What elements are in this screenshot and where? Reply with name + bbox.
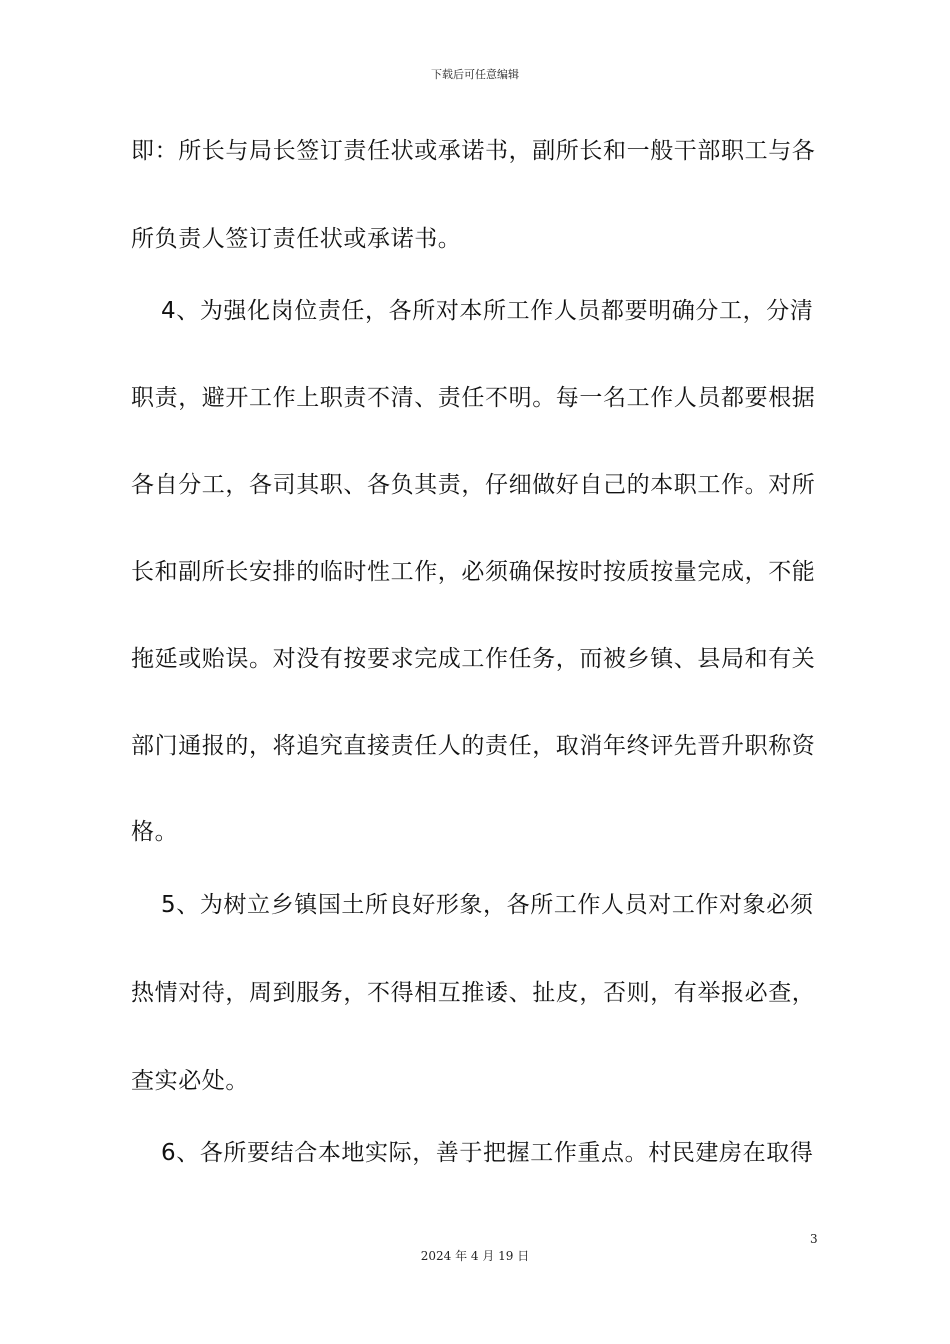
footer-date: 2024 年 4 月 19 日	[420, 1249, 530, 1263]
text-line: 查实必处。	[131, 1068, 249, 1094]
text-line: 长和副所长安排的临时性工作，必须确保按时按质按量完成，不能	[131, 559, 816, 585]
text-line: 所负责人签订责任状或承诺书。	[131, 226, 462, 252]
paragraph-4-start: 4、为强化岗位责任，各所对本所工作人员都要明确分工，分清	[161, 298, 814, 324]
paragraph-5-start: 5、为树立乡镇国土所良好形象，各所工作人员对工作对象必须	[161, 892, 814, 918]
paragraph-6-start: 6、各所要结合本地实际，善于把握工作重点。村民建房在取得	[161, 1140, 814, 1166]
page-number: 3	[810, 1232, 818, 1246]
text-line: 即：所长与局长签订责任状或承诺书，副所长和一般干部职工与各	[131, 138, 816, 164]
text-line: 各自分工，各司其职、各负其责，仔细做好自己的本职工作。对所	[131, 472, 816, 498]
text-line: 职责，避开工作上职责不清、责任不明。每一名工作人员都要根据	[131, 385, 816, 411]
text-line: 热情对待，周到服务，不得相互推诿、扯皮，否则，有举报必查，	[131, 980, 816, 1006]
page-header: 下载后可任意编辑	[431, 68, 519, 81]
text-line: 部门通报的，将追究直接责任人的责任，取消年终评先晋升职称资	[131, 733, 816, 759]
text-line: 格。	[131, 819, 179, 845]
text-line: 拖延或贻误。对没有按要求完成工作任务，而被乡镇、县局和有关	[131, 646, 816, 672]
